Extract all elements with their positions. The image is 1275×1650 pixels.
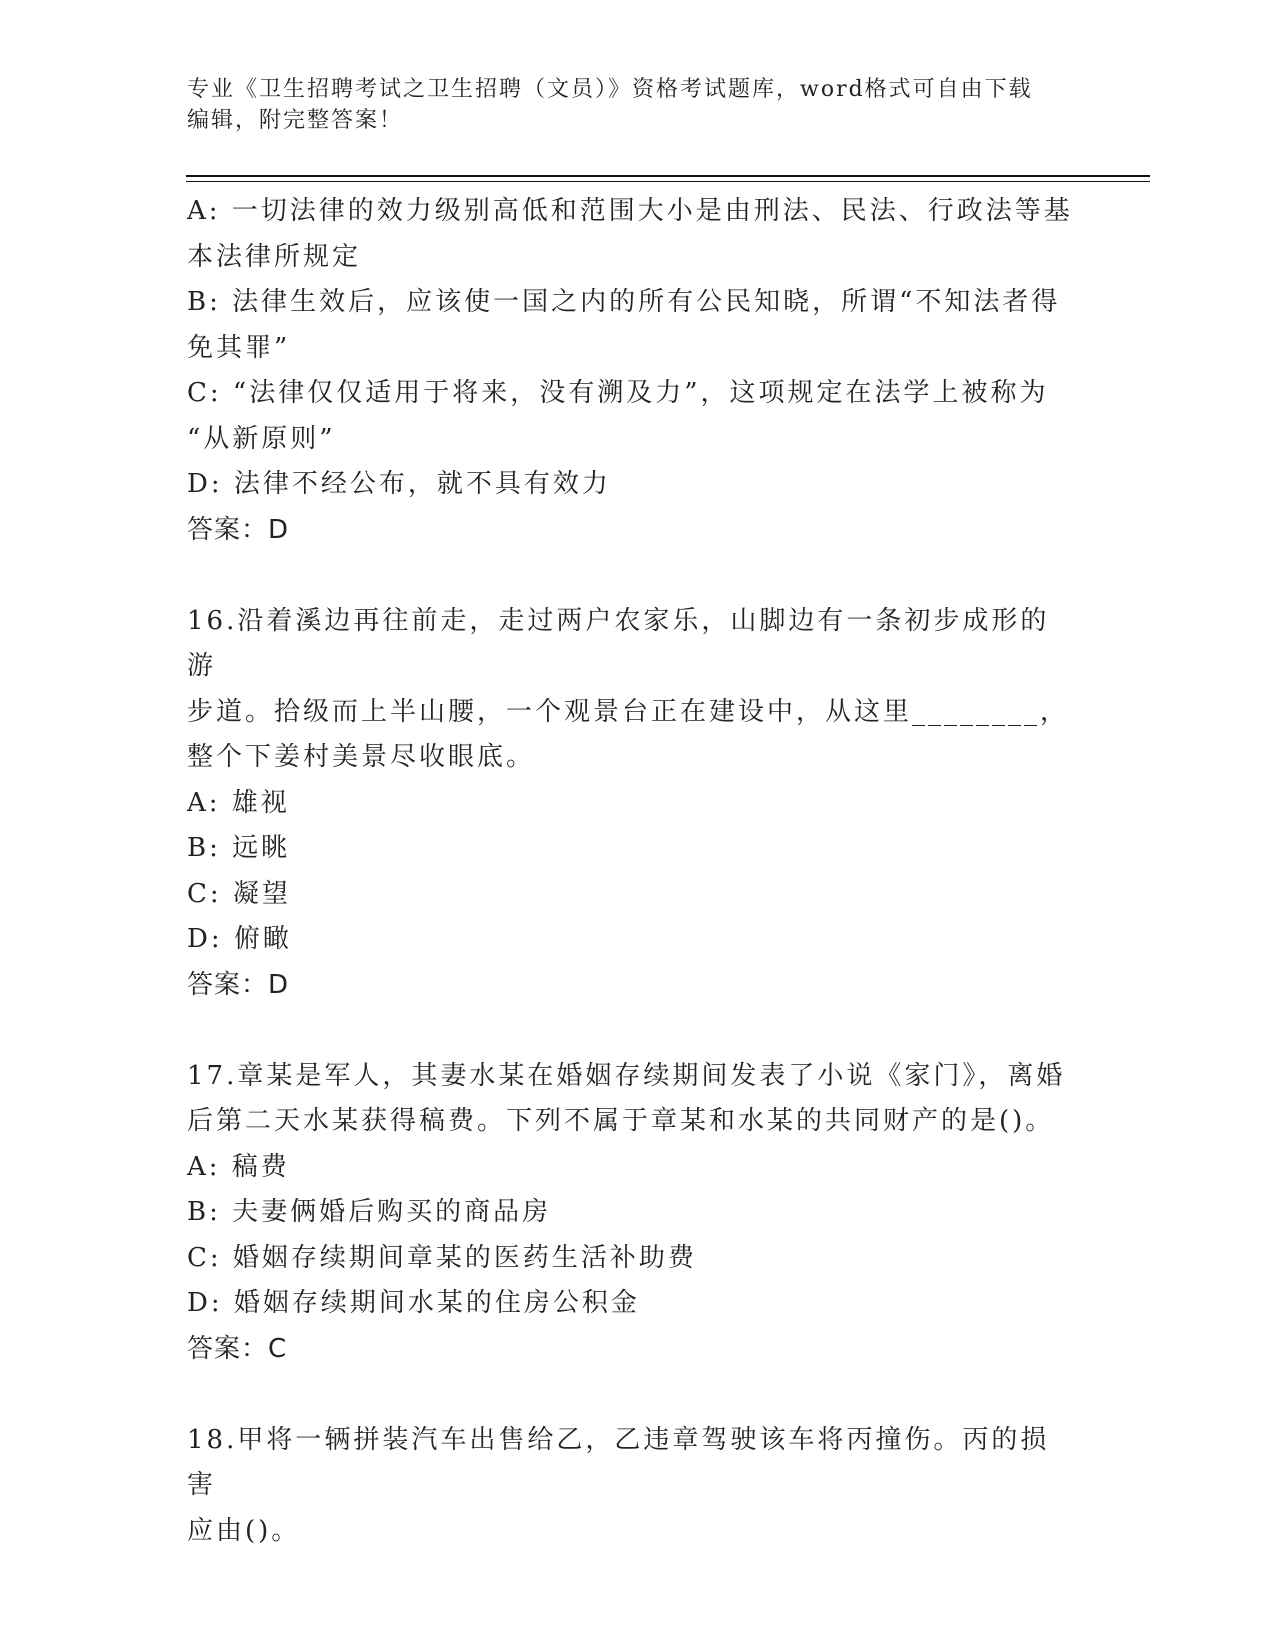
document-header (187, 74, 1067, 136)
option-b-line-2: 免其罪” (187, 332, 291, 363)
question-17-stem-line-1: 17.章某是军人，其妻水某在婚姻存续期间发表了小说《家门》，离婚 (187, 1060, 1066, 1091)
question-17-option-d: D: 婚姻存续期间水某的住房公积金 (187, 1288, 640, 1318)
question-16-stem-line-1: 16.沿着溪边再往前走，走过两户农家乐，山脚边有一条初步成形的游 (187, 605, 1050, 681)
header-line-2: 编辑，附完整答案！ (187, 108, 404, 133)
spacer (187, 553, 1077, 599)
question-17-option-b: B: 夫妻俩婚后购买的商品房 (187, 1197, 552, 1227)
header-divider-thin (186, 181, 1150, 182)
header-line-1: 专业《卫生招聘考试之卫生招聘（文员）》资格考试题库，word格式可自由下载 (187, 77, 1033, 102)
spacer (187, 1008, 1077, 1054)
question-15-options (187, 189, 1077, 508)
question-17-option-c: C: 婚姻存续期间章某的医药生活补助费 (187, 1242, 697, 1273)
question-16-option-d: D: 俯瞰 (187, 924, 292, 954)
option-b-line-1: B: 法律生效后，应该使一国之内的所有公民知晓，所谓“不知法者得 (187, 287, 1061, 317)
option-d-line-1: D: 法律不经公布，就不具有效力 (187, 469, 611, 499)
option-c-line-1: C: “法律仅仅适用于将来，没有溯及力”，这项规定在法学上被称为 (187, 378, 1049, 408)
header-divider-thick (186, 175, 1150, 177)
question-17-option-a: A: 稿费 (187, 1151, 290, 1182)
question-18-stem-line-1: 18.甲将一辆拼装汽车出售给乙，乙违章驾驶该车将丙撞伤。丙的损害 (187, 1424, 1050, 1500)
question-17 (187, 1054, 1077, 1327)
question-17-answer: 答案：C (187, 1333, 288, 1364)
question-18-stem-line-2: 应由()。 (187, 1515, 301, 1546)
option-a-line-1: A: 一切法律的效力级别高低和范围大小是由刑法、民法、行政法等基 (187, 196, 1073, 226)
question-17-stem-line-2: 后第二天水某获得稿费。下列不属于章某和水某的共同财产的是()。 (187, 1106, 1055, 1136)
question-16-stem-line-3: 整个下姜村美景尽收眼底。 (187, 742, 536, 772)
question-16-option-b: B: 远眺 (187, 833, 291, 863)
question-content (187, 189, 1077, 1554)
option-c-line-2: “从新原则” (187, 423, 336, 454)
question-18 (187, 1418, 1077, 1555)
question-16-option-a: A: 雄视 (187, 787, 290, 818)
spacer (187, 1372, 1077, 1418)
question-16-option-c: C: 凝望 (187, 878, 291, 909)
question-16-answer: 答案：D (187, 969, 290, 1000)
question-15-answer: 答案：D (187, 514, 290, 545)
question-16-stem-line-2: 步道。拾级而上半山腰，一个观景台正在建设中，从这里________， (187, 696, 1070, 727)
option-a-line-2: 本法律所规定 (187, 241, 362, 272)
question-16 (187, 599, 1077, 963)
